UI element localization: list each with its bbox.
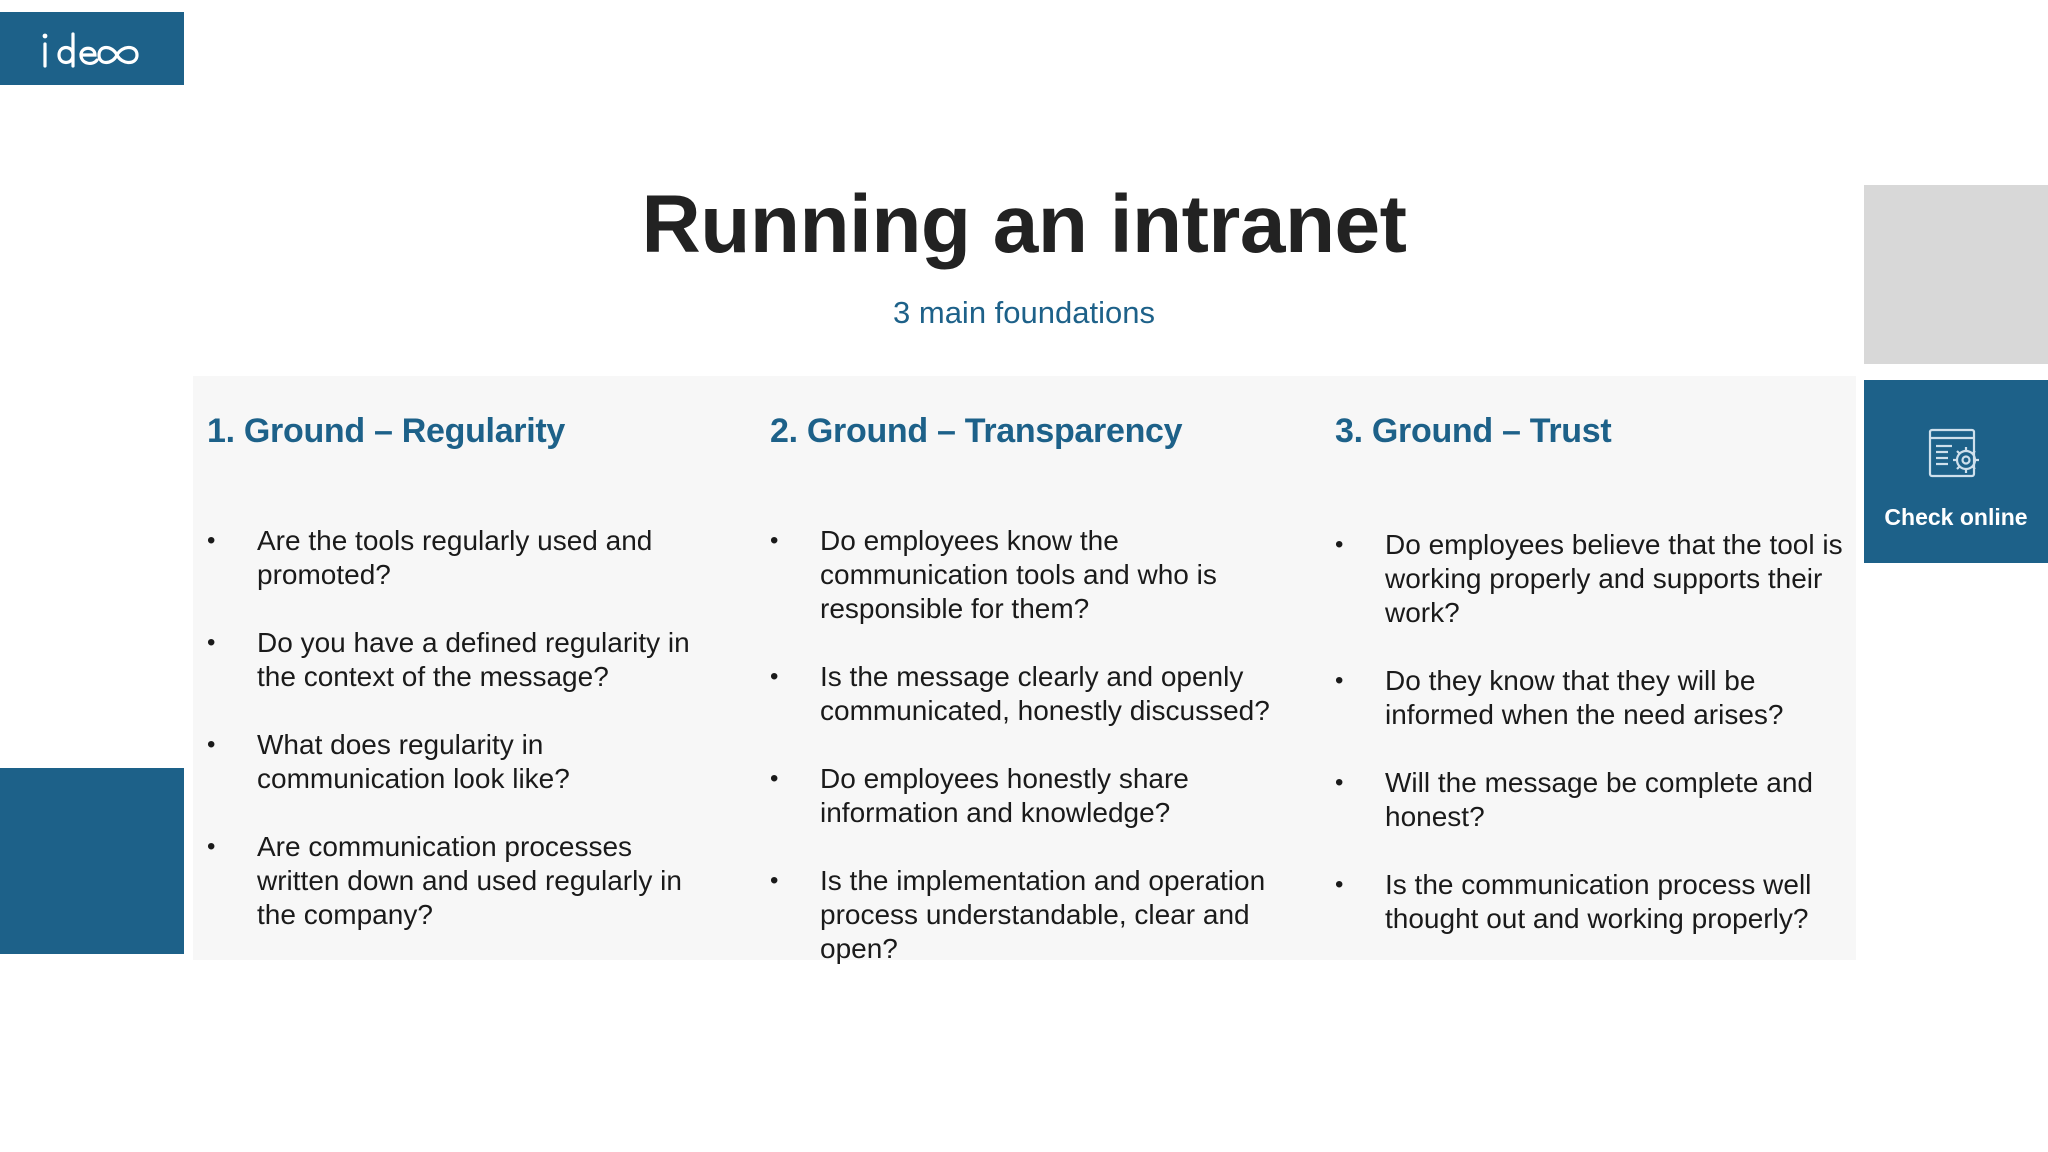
- list-item: [1335, 528, 1850, 630]
- bullet-icon: •: [770, 867, 779, 894]
- question-list: [770, 524, 1280, 1000]
- list-item: [207, 728, 707, 796]
- bullet-icon: •: [207, 833, 216, 860]
- question-text: Is the implementation and operation process understandable, clear and open?: [820, 865, 1266, 964]
- list-item: [770, 524, 1280, 626]
- bullet-icon: •: [1335, 667, 1344, 694]
- bullet-icon: •: [1335, 531, 1344, 558]
- column-heading: 2. Ground – Transparency: [770, 412, 1183, 450]
- web-settings-icon: [1926, 424, 1986, 484]
- bullet-icon: •: [770, 527, 779, 554]
- question-text: Will the message be complete and honest?: [1385, 767, 1813, 832]
- list-item: [1335, 664, 1850, 732]
- foundations-panel: [193, 376, 1856, 964]
- list-item: [207, 524, 707, 592]
- list-item: [770, 864, 1280, 966]
- check-online-button[interactable]: [1864, 380, 2048, 563]
- bullet-icon: •: [207, 731, 216, 758]
- question-text: Is the message clearly and openly communicated, honestly discussed?: [820, 661, 1270, 726]
- question-text: Do employees know the communication tools and who is responsible for them?: [820, 525, 1217, 624]
- question-text: What does regularity in communication look like?: [257, 729, 570, 794]
- bullet-icon: •: [770, 663, 779, 690]
- list-item: [1335, 868, 1850, 936]
- list-item: [207, 626, 707, 694]
- list-item: [770, 660, 1280, 728]
- question-list: [207, 524, 707, 966]
- question-text: Are the tools regularly used and promoted?: [257, 525, 653, 590]
- column-heading: 1. Ground – Regularity: [207, 412, 566, 450]
- bullet-icon: •: [1335, 769, 1344, 796]
- decorative-blue-block: [0, 768, 184, 954]
- bullet-icon: •: [770, 765, 779, 792]
- question-text: Do employees believe that the tool is working properly and supports their work?: [1385, 529, 1843, 628]
- column-heading: 3. Ground – Trust: [1335, 412, 1612, 450]
- list-item: [207, 830, 707, 932]
- bullet-icon: •: [207, 629, 216, 656]
- question-text: Do they know that they will be informed when the need arises?: [1385, 665, 1784, 730]
- question-text: Are communication processes written down and used regularly in the company?: [257, 831, 682, 930]
- question-list: [1335, 528, 1850, 970]
- question-text: Is the communication process well thought out and working properly?: [1385, 869, 1812, 934]
- ideo-logo: [0, 12, 184, 85]
- bullet-icon: •: [207, 527, 216, 554]
- question-text: Do you have a defined regularity in the context of the message?: [257, 627, 690, 692]
- list-item: [770, 762, 1280, 830]
- page-subtitle: 3 main foundations: [893, 295, 1155, 330]
- check-online-label: Check online: [1884, 504, 2028, 530]
- question-text: Do employees honestly share information and knowledge?: [820, 763, 1189, 828]
- list-item: [1335, 766, 1850, 834]
- page-title: Running an intranet: [641, 179, 1407, 270]
- bullet-icon: •: [1335, 871, 1344, 898]
